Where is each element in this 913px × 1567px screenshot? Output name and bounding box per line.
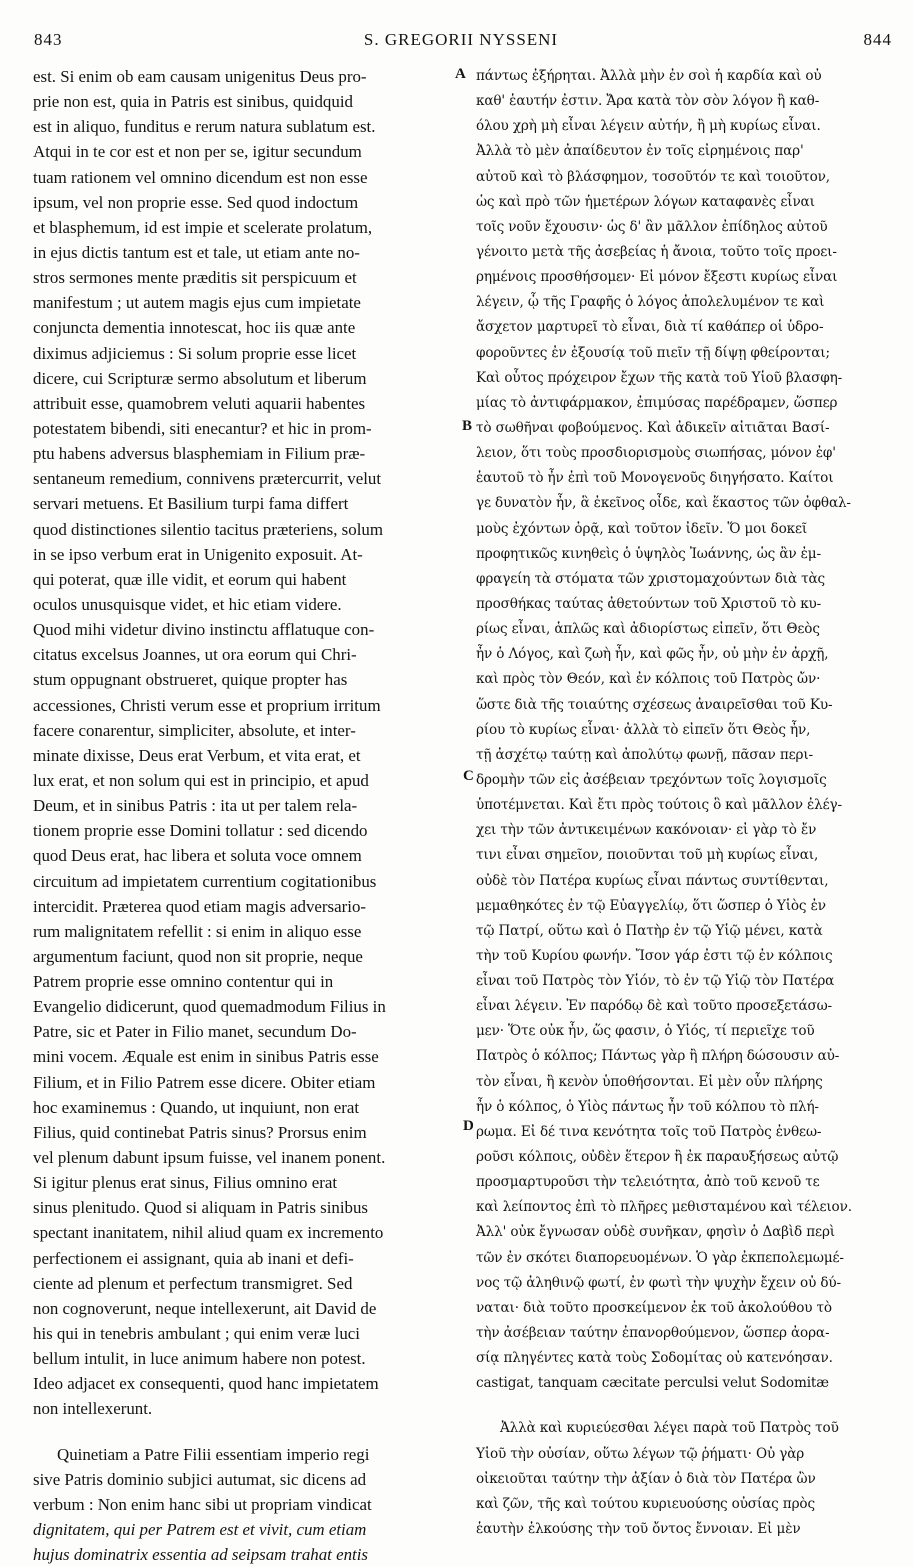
- latin-text-line: Atqui in te cor est et non per se, igitur secundum: [33, 142, 362, 162]
- margin-mark-c: C: [463, 768, 474, 784]
- latin-text-line: bellum intulit, in luce animum habere non potest.: [33, 1349, 366, 1369]
- latin-text-line: minate dixisse, Deus erat Verbum, et vita erat, et: [33, 745, 361, 765]
- greek-text-line: τὸ σωθῆναι φοβούμενος. Καὶ ἀδικεῖν αἰτιᾶται Βασί-: [476, 419, 830, 436]
- greek-text-line: τῇ ἀσχέτῳ ταύτῃ καὶ ἀπολύτῳ φωνῇ, πᾶσαν περι-: [476, 746, 813, 763]
- greek-text-line: καὶ ζῶν, τῆς καὶ τούτου κυριευούσης οὐσίας πρὸς: [476, 1495, 815, 1512]
- latin-text-line: in se ipso verbum erat in Unigenito exposuit. At-: [33, 544, 363, 564]
- latin-text-line: dicere, cui Scripturæ sermo absolutum et liberum: [33, 368, 367, 388]
- latin-text-line: Deum, et in sinibus Patris : ita ut per talem rela-: [33, 796, 358, 816]
- greek-text-line: οὐδὲ τὸν Πατέρα κυρίως εἶναι πάντως συντίθενται,: [476, 872, 829, 889]
- latin-text-line: tionem proprie esse Domini tollatur : sed dicendo: [33, 821, 368, 841]
- greek-text-line: ὑποτέμνεται. Καὶ ἔτι πρὸς τούτοις ὃ καὶ μᾶλλον ἐλέγ-: [476, 797, 842, 814]
- greek-text-line: Υἱοῦ τὴν οὐσίαν, οὕτω λέγων τῷ ῥήματι· Οὐ γὰρ: [476, 1445, 805, 1462]
- latin-text-line: Filium, et in Filio Patrem esse dicere. Obiter etiam: [33, 1072, 376, 1092]
- latin-text-line: sinus plenitudo. Quod si aliquam in Patris sinibus: [33, 1198, 369, 1218]
- greek-text-line: ρίου τὸ κυρίως εἶναι· ἀλλὰ τὸ εἰπεῖν ὅτι Θεὸς ἦν,: [476, 721, 811, 738]
- latin-text-line: ipsum, vel non proprie esse. Sed quod indoctum: [33, 192, 359, 212]
- latin-text-line: conjuncta dementia innotescat, hoc iis quæ ante: [33, 318, 356, 338]
- greek-text-line: εἶναι λέγειν. Ἐν παρόδῳ δὲ καὶ τοῦτο προσεξετάσω-: [476, 998, 832, 1015]
- greek-text-line: πάντως ἐξήρηται. Ἀλλὰ μὴν ἐν σοὶ ἡ καρδία καὶ οὐ: [476, 68, 822, 84]
- greek-text-line: τὴν τοῦ Κυρίου φωνήν. Ἴσον γάρ ἐστι τῷ ἐν κόλποις: [476, 947, 833, 964]
- greek-text-line: νος τῷ ἀληθινῷ φωτί, ἐν φωτὶ τὴν ψυχὴν ἔχειν οὐ δύ-: [476, 1274, 841, 1291]
- latin-text-line: stros sermones mente præditis sit perspicuum et: [33, 268, 357, 288]
- margin-mark-b: B: [462, 418, 473, 434]
- greek-text-line: μεν· Ὅτε οὐκ ἦν, ὥς φασιν, ὁ Υἱός, τί περιεῖχε τοῦ: [476, 1023, 815, 1040]
- greek-text-line: εἶναι τοῦ Πατρὸς τὸν Υἱόν, τὸ ἐν τῷ Υἱῷ τὸν Πατέρα: [476, 973, 835, 990]
- greek-text-line: μίας τὸ ἀντιφάρμακον, ἐπιμύσας παρέδραμεν, ὥσπερ: [476, 394, 838, 411]
- greek-text-line: όλου χρὴ μὴ εἶναι λέγειν αὐτήν, ἢ μὴ κυρίως εἶναι.: [476, 118, 821, 135]
- latin-text-line: Quinetiam a Patre Filii essentiam imperio regi: [57, 1444, 370, 1464]
- latin-text-line: accessiones, Christi verum esse et proprium irritum: [33, 695, 381, 715]
- latin-text-line: Evangelio didicerunt, quod quemadmodum Filius in: [33, 997, 386, 1017]
- greek-text-line: τῶν ἐν σκότει διαπορευομένων. Ὁ γὰρ ἐκπεπολεμωμέ-: [476, 1249, 844, 1266]
- latin-text-line: Quod mihi videtur divino instinctu afflatuque con-: [33, 620, 375, 640]
- greek-text-line: χει τὴν τῶν ἀντικειμένων κακόνοιαν· εἰ γὰρ τὸ ἔν: [476, 822, 817, 839]
- latin-text-line: spectant inanitatem, nihil aliud quam ex incremento: [33, 1223, 384, 1243]
- greek-text-line: προσθήκας ταύτας ἀθετούντων τοῦ Χριστοῦ τὸ κυ-: [476, 595, 822, 612]
- latin-text-line: tuam rationem vel omnino dicendum est non esse: [33, 167, 368, 187]
- greek-column: [476, 64, 908, 1538]
- greek-text-line: ὡς καὶ πρὸ τῶν ἡμετέρων λόγων καταφανὲς εἶναι: [476, 193, 815, 210]
- greek-text-line: προφητικῶς κινηθεὶς ὁ ὑψηλὸς Ἰωάννης, ὡς ἂν ἐμ-: [476, 545, 821, 562]
- greek-text-line: τῷ Πατρί, οὕτω καὶ ὁ Πατὴρ ἐν τῷ Υἱῷ μένει, κατὰ: [476, 922, 823, 939]
- greek-text-line: ἑαυτοῦ τὸ ἦν ἐπὶ τοῦ Μονογενοῦς διηγήσατο. Καίτοι: [476, 470, 834, 487]
- latin-text-line: est in aliquo, funditus e rerum natura sublatum est.: [33, 117, 376, 137]
- latin-text-line: qui poterat, quæ ille vidit, et eorum qui habent: [33, 569, 347, 589]
- latin-text-line: mini vocem. Æquale est enim in sinibus Patris esse: [33, 1047, 379, 1067]
- greek-text-line: τὸν εἶναι, ἢ κενὸν ὑποθήσονται. Εἰ μὲν οὖν πλήρης: [476, 1073, 823, 1090]
- greek-text-line: μοὺς ἐχόντων ὁρᾷ, καὶ τοῦτον ἰδεῖν. Ὅ μοι δοκεῖ: [476, 520, 808, 537]
- latin-column: [33, 64, 464, 1565]
- greek-text-line: Καὶ οὗτος πρόχειρον ἔχων τῆς κατὰ τοῦ Υἱοῦ βλασφη-: [476, 369, 843, 386]
- latin-text-line: attribuit esse, quamobrem veluti aquarii habentes: [33, 393, 366, 413]
- latin-text-line: citatus excelsus Joannes, ut ora eorum qui Chri-: [33, 645, 357, 665]
- greek-text-line: προσμαρτυροῦσι τὴν τελειότητα, ἀπὸ τοῦ κενοῦ τε: [476, 1174, 820, 1191]
- latin-text-line: diximus adjiciemus : Si solum proprie esse licet: [33, 343, 357, 363]
- latin-text-line: non intellexerunt.: [33, 1399, 153, 1419]
- greek-text-line: τινι εἶναι σημεῖον, ποιοῦνται τοῦ μὴ κυρίως εἶναι,: [476, 847, 819, 864]
- latin-text-line: Filius, quid continebat Patris sinus? Prorsus enim: [33, 1122, 367, 1142]
- latin-text-line: quod distinctiones silentio tacitus præteriens, solum: [33, 519, 383, 539]
- latin-text-line: ciente ad plenum et perfectum transmigret. Sed: [33, 1273, 353, 1293]
- latin-text-line: et blasphemum, id est impie et scelerate prolatum,: [33, 217, 373, 237]
- greek-text-line: καθ' ἑαυτήν ἐστιν. Ἄρα κατὰ τὸν σὸν λόγον ἢ καθ-: [476, 93, 820, 110]
- page-number-right: 844: [863, 30, 892, 49]
- greek-text-line: Ἀλλὰ καὶ κυριεύεσθαι λέγει παρὰ τοῦ Πατρὸς τοῦ: [500, 1420, 839, 1437]
- latin-text-line: est. Si enim ob eam causam unigenitus Deus pro-: [33, 67, 367, 86]
- greek-text-line: οἰκειοῦται ταύτην τὴν ἀξίαν ὁ διὰ τὸν Πατέρα ὢν: [476, 1470, 816, 1487]
- greek-text-line: ρημένοις προσθήσομεν· Εἰ μόνον ἔξεστι κυρίως εἶναι: [476, 269, 838, 286]
- latin-text-line: prie non est, quia in Patris est sinibus, quidquid: [33, 92, 353, 112]
- greek-text-line: αὐτοῦ καὶ τὸ βλάσφημον, τοσοῦτόν τε καὶ τοιοῦτον,: [476, 168, 830, 185]
- latin-text-line: Patrem proprie esse omnino contentur qui in: [33, 972, 334, 992]
- greek-text-line: καὶ λείποντος ἐπὶ τὸ πλῆρες μεθισταμένου καὶ τέλειον.: [476, 1199, 852, 1216]
- page-number-left: 843: [34, 30, 63, 49]
- greek-text-line: τὴν ἀσέβειαν ταύτην ἐπανορθούμενον, ὥσπερ ἀορα-: [476, 1325, 830, 1342]
- greek-text-line: φραγείη τὰ στόματα τῶν χριστομαχούντων διὰ τὰς: [476, 570, 826, 587]
- latin-text-line: in ejus dictis tantum est et tale, ut etiam ante no-: [33, 242, 360, 262]
- greek-text-line: Πατρὸς ὁ κόλπος; Πάντως γὰρ ἢ πλήρη δώσουσιν αὐ-: [476, 1048, 840, 1065]
- greek-text-line: τοῖς νοῦν ἔχουσιν· ὡς δ' ἂν μᾶλλον ἐπίδηλος αὐτοῦ: [476, 218, 828, 235]
- latin-text-line: facere conarentur, simpliciter, absolute, et inter-: [33, 720, 356, 740]
- latin-text-line: rum malignitatem refellit : si enim in aliquo esse: [33, 921, 362, 941]
- running-title: S. GREGORII NYSSENI: [363, 30, 559, 49]
- greek-text-line: λέγειν, ᾧ τῆς Γραφῆς ὁ λόγος ἀπολελυμένον τε καὶ: [476, 294, 825, 311]
- latin-text-line: Patre, sic et Pater in Filio manet, secundum Do-: [33, 1022, 357, 1042]
- greek-text-line: ροῦσι κόλποις, οὐδὲν ἕτερον ἢ ἐκ παραυξήσεως αὐτῷ: [476, 1149, 839, 1166]
- latin-text-line: ptu habens adversus blasphemiam in Filium præ-: [33, 444, 366, 464]
- greek-text-line: Ἀλλ' οὐκ ἔγνωσαν οὐδὲ συνῆκαν, φησὶν ὁ Δαβὶδ περὶ: [476, 1224, 835, 1241]
- latin-text-line: sentaneum remedium, connivens prætercurrit, velut: [33, 469, 382, 489]
- latin-text-line: dignitatem, qui per Patrem est et vivit, cum etiam: [33, 1520, 367, 1540]
- greek-text-line: φοροῦντες ἐν ἐξουσίᾳ τοῦ πιεῖν τῇ δίψῃ φθείρονται;: [476, 344, 830, 361]
- greek-text-line: Ἀλλὰ τὸ μὲν ἀπαίδευτον ἐν τοῖς εἰρημένοις παρ': [476, 143, 804, 160]
- latin-text-line: potestatem bibendi, siti enecantur? et hic in prom-: [33, 418, 372, 438]
- latin-text-line: stum oppugnant obstrueret, quique propter has: [33, 670, 348, 690]
- greek-text-line: ρίως εἶναι, ἁπλῶς καὶ ἀδιορίστως εἰπεῖν, ὅτι Θεὸς: [476, 621, 820, 638]
- latin-text-line: quod Deus erat, hac libera et soluta voce omnem: [33, 846, 362, 866]
- latin-text-line: argumentum faciunt, quod non sit proprie, neque: [33, 946, 363, 966]
- greek-text-line: μεμαθηκότες ἐν τῷ Εὐαγγελίῳ, ὅτι ὥσπερ ὁ Υἱὸς ἐν: [476, 897, 826, 914]
- margin-mark-a: A: [455, 66, 466, 82]
- greek-text-line: castigat, tanquam cæcitate perculsi velut Sodomitæ: [476, 1375, 829, 1392]
- paragraph-gap: [476, 1396, 908, 1416]
- greek-text-line: ἦν ὁ Λόγος, καὶ ζωὴ ἦν, καὶ φῶς ἦν, οὐ μὴν ἐν ἀρχῇ,: [476, 646, 829, 663]
- latin-text-line: Si igitur plenus erat sinus, Filius omnino erat: [33, 1173, 338, 1193]
- latin-text-line: circuitum ad impietatem currentium cogitationibus: [33, 871, 377, 891]
- latin-text-line: lux erat, et non solum qui est in principio, et apud: [33, 770, 369, 790]
- latin-text-line: perfectionem ei assignant, quia ab inani et defi-: [33, 1248, 354, 1268]
- greek-text-line: γε δυνατὸν ἦν, ἃ ἐκεῖνος οἶδε, καὶ ἕκαστος τῶν ὀφθαλ-: [476, 495, 851, 512]
- latin-text-line: non cognoverunt, neque intellexerunt, ait David de: [33, 1298, 377, 1318]
- greek-text-line: ὥστε διὰ τῆς τοιαύτης σχέσεως ἀναιρεῖσθαι τοῦ Κυ-: [476, 696, 833, 713]
- latin-text-line: sive Patris dominio subjici autumat, sic dicens ad: [33, 1469, 367, 1489]
- greek-text-line: καὶ πρὸς τὸν Θεόν, καὶ ἐν κόλποις τοῦ Πατρὸς ὤν·: [476, 671, 821, 688]
- latin-text-line: manifestum ; ut autem magis ejus cum impietate: [33, 293, 361, 313]
- greek-text-line: λειον, ὅτι τοὺς προσδιορισμοὺς σιωπήσας, μόνον ἐφ': [476, 445, 836, 462]
- latin-text-line: oculos unusquisque videt, et hic etiam videre.: [33, 594, 342, 614]
- latin-text-line: hoc examinemus : Quando, ut inquiunt, non erat: [33, 1097, 360, 1117]
- latin-text-line: vel plenum dabunt ipsum fuisse, vel inanem ponent.: [33, 1148, 386, 1168]
- latin-text-line: verbum : Non enim hanc sibi ut propriam vindicat: [33, 1494, 372, 1514]
- greek-text-line: ἑαυτὴν ἑλκούσης τὴν τοῦ ὄντος ἔννοιαν. Εἰ μὲν: [476, 1521, 801, 1538]
- latin-text-line: servari metuens. Et Basilium turpi fama differt: [33, 494, 349, 514]
- greek-text-line: δρομὴν τῶν εἰς ἀσέβειαν τρεχόντων τοῖς λογισμοῖς: [476, 771, 827, 788]
- greek-text-line: ἦν ὁ κόλπος, ὁ Υἱὸς πάντως ἦν τοῦ κόλπου τὸ πλή-: [476, 1098, 819, 1115]
- greek-text-line: ναται· διὰ τοῦτο προσκείμενον ἐκ τοῦ ἀκολούθου τὸ: [476, 1299, 832, 1316]
- margin-mark-d: D: [463, 1118, 474, 1134]
- paragraph-gap: [33, 1422, 464, 1442]
- greek-text-line: ρωμα. Εἰ δέ τινα κενότητα τοῖς τοῦ Πατρὸς ἐνθεω-: [476, 1123, 822, 1140]
- greek-text-line: ἄσχετον μαρτυρεῖ τὸ εἶναι, διὰ τί καθάπερ οἱ ὑδρο-: [476, 319, 824, 336]
- page-header: [30, 30, 892, 56]
- latin-text-line: Ideo adjacet ex consequenti, quod hanc impietatem: [33, 1374, 379, 1394]
- greek-text-line: σίᾳ πληγέντες κατὰ τοὺς Σοδομίτας οὐ κατενόησαν.: [476, 1350, 833, 1367]
- latin-text-line: intercidit. Præterea quod etiam magis adversario-: [33, 896, 367, 916]
- greek-text-line: γένοιτο μετὰ τῆς ἀσεβείας ἡ ἄνοια, τοῦτο τοῖς προει-: [476, 243, 837, 260]
- latin-text-line: hujus dominatrix essentia ad seipsam trahat entis: [33, 1545, 368, 1565]
- latin-text-line: his qui in tenebris ambulant ; qui enim veræ luci: [33, 1324, 360, 1344]
